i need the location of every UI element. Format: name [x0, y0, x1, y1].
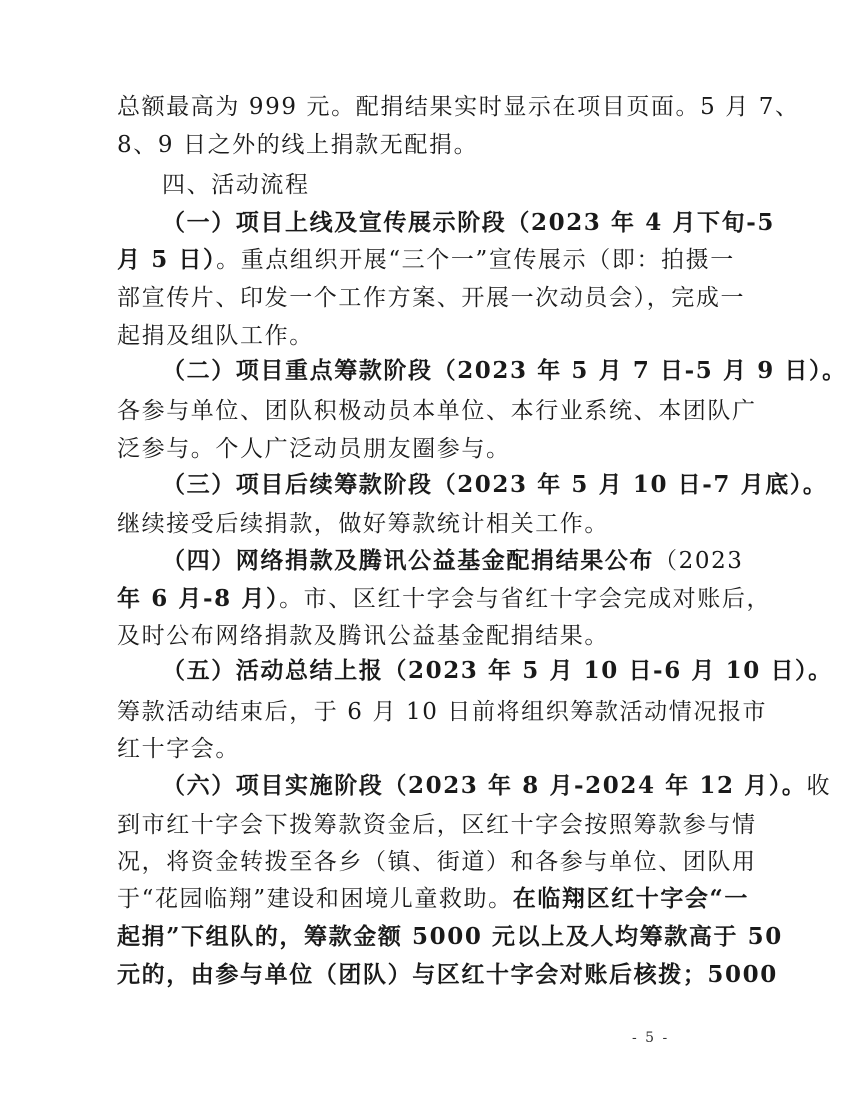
text-run: 起捐及组队工作。 [117, 323, 314, 349]
bold-text-run: （一）项目上线及宣传展示阶段（2023 年 4 月下旬-5 [162, 209, 775, 236]
text-line [117, 130, 478, 160]
text-line [117, 92, 800, 122]
text-run: 。重点组织开展“三个一”宣传展示（即：拍摄一 [216, 247, 735, 273]
text-line [117, 509, 609, 539]
bold-text-run: （三）项目后续筹款阶段（2023 年 5 月 10 日-7 月底）。 [162, 471, 828, 498]
text-run: 收 [806, 773, 832, 799]
text-run: 总额最高为 999 元。配捐结果实时显示在项目页面。5 月 7、 [117, 94, 800, 120]
bold-text-run: 元的，由参与单位（团队）与区红十字会对账后核拨；5000 [117, 961, 778, 988]
text-run: 红十字会。 [117, 736, 240, 762]
text-line [117, 884, 749, 914]
text-line [117, 283, 745, 313]
bold-text-run: （二）项目重点筹款阶段（2023 年 5 月 7 日-5 月 9 日）。 [162, 357, 847, 384]
text-line [117, 245, 735, 275]
subsection-heading [162, 470, 828, 500]
section-heading [162, 170, 310, 200]
bold-text-run: 月 5 日） [117, 246, 217, 273]
text-run: 继续接受后续捐款，做好筹款统计相关工作。 [117, 511, 609, 537]
text-run: 到市红十字会下拨筹款资金后，区红十字会按照筹款参与情 [117, 812, 757, 838]
subsection-heading [162, 356, 847, 386]
subsection-heading [162, 656, 833, 686]
bold-text-run: （六）项目实施阶段（2023 年 8 月-2024 年 12 月）。 [162, 772, 807, 799]
text-run: 8、9 日之外的线上捐款无配捐。 [117, 132, 479, 158]
text-line [117, 321, 314, 351]
bold-text-run: 在临翔区红十字会“一 [512, 885, 749, 912]
text-run: 部宣传片、印发一个工作方案、开展一次动员会），完成一 [117, 285, 746, 311]
text-line [117, 584, 771, 614]
bold-text-run: （四）网络捐款及腾讯公益基金配捐结果公布 [162, 547, 654, 574]
text-run: （2023 [654, 548, 744, 574]
subsection-heading [162, 771, 831, 801]
text-run: 况，将资金转拨至各乡（镇、街道）和各参与单位、团队用 [117, 849, 757, 875]
text-line [117, 847, 757, 877]
text-run: 四、活动流程 [162, 172, 310, 198]
subsection-heading [162, 208, 775, 238]
text-line [117, 697, 767, 727]
text-run: 筹款活动结束后，于 6 月 10 日前将组织筹款活动情况报市 [117, 699, 768, 725]
text-run: 于“花园临翔”建设和困境儿童救助。 [117, 886, 513, 912]
text-line [117, 922, 783, 952]
bold-text-run: （五）活动总结上报（2023 年 5 月 10 日-6 月 10 日）。 [162, 657, 833, 684]
text-run: 。市、区红十字会与省红十字会完成对账后， [279, 586, 772, 612]
text-line [117, 396, 757, 426]
page-number: - 5 - [632, 1030, 670, 1046]
text-run: 泛参与。个人广泛动员朋友圈参与。 [117, 436, 511, 462]
text-line [117, 810, 757, 840]
text-line [117, 960, 778, 990]
text-line [117, 734, 240, 764]
text-run: 各参与单位、团队积极动员本单位、本行业系统、本团队广 [117, 398, 757, 424]
text-run: 及时公布网络捐款及腾讯公益基金配捐结果。 [117, 623, 609, 649]
text-line [117, 434, 511, 464]
bold-text-run: 年 6 月-8 月） [117, 585, 280, 612]
subsection-heading [162, 546, 744, 576]
bold-text-run: 起捐”下组队的，筹款金额 5000 元以上及人均筹款高于 50 [117, 923, 783, 950]
text-line [117, 621, 609, 651]
